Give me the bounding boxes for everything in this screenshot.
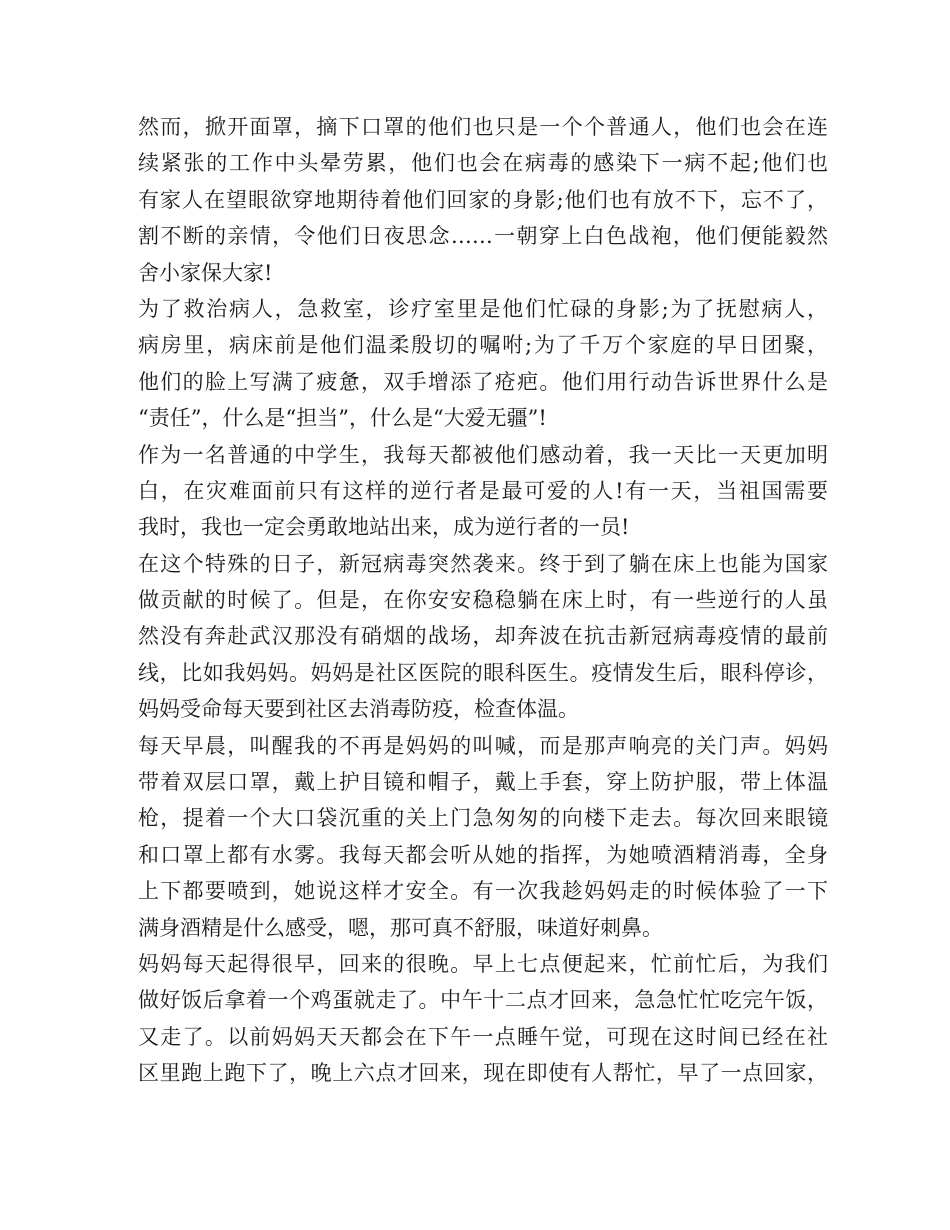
text-line: 白，在灾难面前只有这样的逆行者是最可爱的人!有一天，当祖国需要 <box>138 478 828 503</box>
text-line: 妈妈每天起得很早，回来的很晚。早上七点便起来，忙前忙后，为我们 <box>138 951 828 976</box>
text-line: 作为一名普通的中学生，我每天都被他们感动着，我一天比一天更加明 <box>138 442 828 467</box>
text-line: 病房里，病床前是他们温柔殷切的嘱咐;为了千万个家庭的早日团聚， <box>138 333 828 358</box>
text-line: 割不断的亲情，令他们日夜思念……一朝穿上白色战袍，他们便能毅然 <box>138 224 828 249</box>
text-line: 带着双层口罩，戴上护目镜和帽子，戴上手套，穿上防护服，带上体温 <box>138 770 828 795</box>
text-line: “责任”，什么是“担当”，什么是“大爱无疆”! <box>138 406 547 431</box>
paragraph-3 <box>138 437 828 546</box>
text-line: 做贡献的时候了。但是，在你安安稳稳躺在床上时，有一些逆行的人虽 <box>138 588 828 613</box>
text-line: 又走了。以前妈妈天天都会在下午一点睡午觉，可现在这时间已经在社 <box>138 1024 828 1049</box>
text-line: 然没有奔赴武汉那没有硝烟的战场，却奔波在抗击新冠病毒疫情的最前 <box>138 624 828 649</box>
text-line: 做好饭后拿着一个鸡蛋就走了。中午十二点才回来，急急忙忙吃完午饭， <box>138 988 828 1013</box>
paragraph-6 <box>138 946 828 1092</box>
text-line: 我时，我也一定会勇敢地站出来，成为逆行者的一员! <box>138 515 630 540</box>
text-line: 和口罩上都有水雾。我每天都会听从她的指挥，为她喷酒精消毒，全身 <box>138 842 828 867</box>
text-line: 区里跑上跑下了，晚上六点才回来，现在即使有人帮忙，早了一点回家， <box>138 1061 828 1086</box>
text-line: 舍小家保大家! <box>138 260 273 285</box>
text-line: 线，比如我妈妈。妈妈是社区医院的眼科医生。疫情发生后，眼科停诊， <box>138 660 828 685</box>
text-line: 上下都要喷到，她说这样才安全。有一次我趁妈妈走的时候体验了一下 <box>138 879 828 904</box>
paragraph-4 <box>138 546 828 728</box>
text-line: 每天早晨，叫醒我的不再是妈妈的叫喊，而是那声响亮的关门声。妈妈 <box>138 733 828 758</box>
text-line: 满身酒精是什么感受，嗯，那可真不舒服，味道好刺鼻。 <box>138 915 663 940</box>
text-line: 枪，提着一个大口袋沉重的关上门急匆匆的向楼下走去。每次回来眼镜 <box>138 806 828 831</box>
text-line: 有家人在望眼欲穿地期待着他们回家的身影;他们也有放不下，忘不了， <box>138 187 828 212</box>
text-line: 他们的脸上写满了疲惫，双手增添了疮疤。他们用行动告诉世界什么是 <box>138 369 828 394</box>
document-page <box>138 109 828 1092</box>
text-line: 然而，掀开面罩，摘下口罩的他们也只是一个个普通人，他们也会在连 <box>138 115 828 139</box>
text-line: 为了救治病人，急救室，诊疗室里是他们忙碌的身影;为了抚慰病人， <box>138 296 828 321</box>
paragraph-1 <box>138 109 828 291</box>
text-line: 妈妈受命每天要到社区去消毒防疫，检查体温。 <box>138 697 579 722</box>
text-line: 在这个特殊的日子，新冠病毒突然袭来。终于到了躺在床上也能为国家 <box>138 551 828 576</box>
text-line: 续紧张的工作中头晕劳累，他们也会在病毒的感染下一病不起;他们也 <box>138 151 828 176</box>
paragraph-5 <box>138 728 828 946</box>
paragraph-2 <box>138 291 828 437</box>
